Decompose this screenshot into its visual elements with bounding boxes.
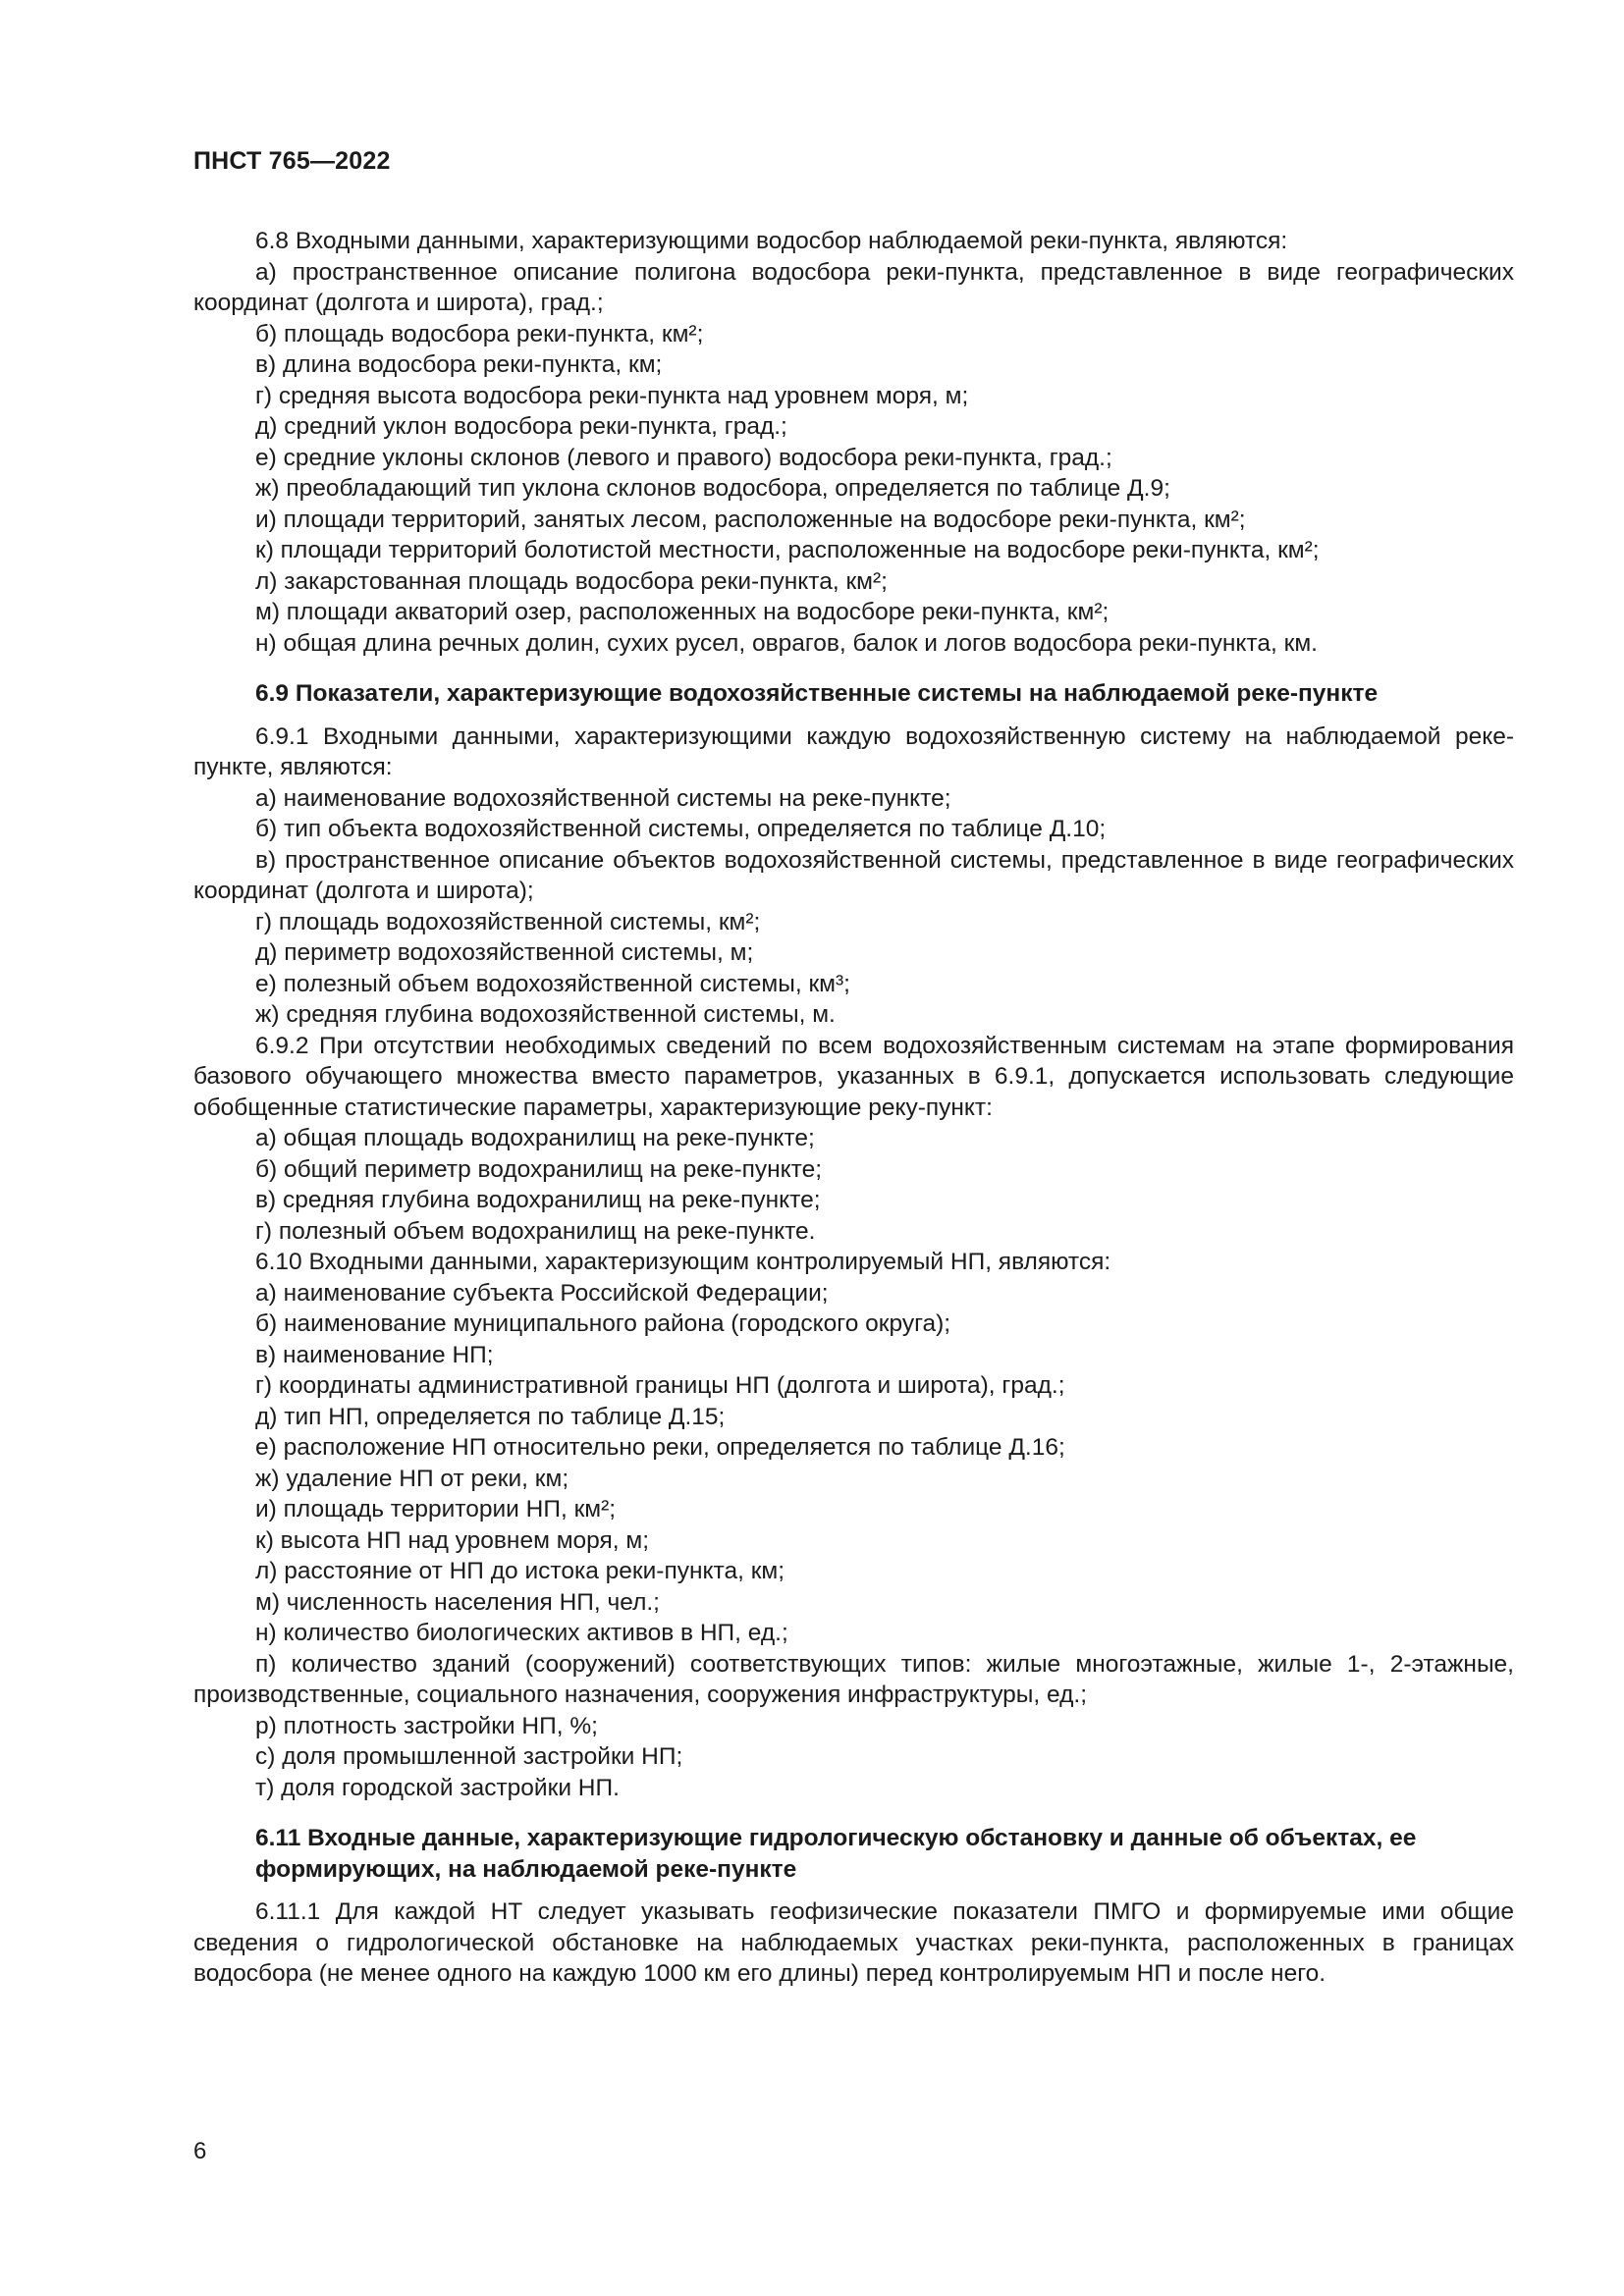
list-item: в) длина водосбора реки-пункта, км; bbox=[255, 351, 663, 378]
list-item: и) площадь территории НП, км²; bbox=[255, 1496, 617, 1522]
list-item: в) средняя глубина водохранилищ на реке-пункте; bbox=[255, 1187, 821, 1213]
list-item: г) средняя высота водосбора реки-пункта над уровнем моря, м; bbox=[255, 382, 969, 409]
list-item: н) количество биологических активов в НП, ед.; bbox=[255, 1620, 788, 1646]
list-item: л) закарстованная площадь водосбора реки-пункта, км²; bbox=[255, 567, 888, 595]
list-item: п) количество зданий (сооружений) соответствующих типов: жилые многоэтажные, жилые 1-, 2-этажные, производственные, социального назначения, сооружения инфраструктуры, ед.; bbox=[193, 1650, 1514, 1708]
list-item: б) тип объекта водохозяйственной системы, определяется по таблице Д.10; bbox=[255, 816, 1107, 842]
list-item: г) полезный объем водохранилищ на реке-пункте. bbox=[255, 1217, 816, 1245]
page-number: 6 bbox=[193, 2138, 207, 2164]
list-item: б) общий периметр водохранилищ на реке-пункте; bbox=[255, 1155, 823, 1183]
section-6-10-intro: 6.10 Входными данными, характеризующим контролируемый НП, являются: bbox=[255, 1249, 1111, 1275]
list-item: а) общая площадь водохранилищ на реке-пункте; bbox=[255, 1125, 815, 1151]
list-item: м) численность населения НП, чел.; bbox=[255, 1588, 660, 1616]
list-item: с) доля промышленной застройки НП; bbox=[255, 1743, 683, 1770]
list-item: н) общая длина речных долин, сухих русел, оврагов, балок и логов водосбора реки-пункта, км. bbox=[255, 629, 1318, 657]
document-header: ПНСТ 765—2022 bbox=[193, 147, 391, 175]
list-item: д) периметр водохозяйственной системы, м; bbox=[255, 939, 754, 966]
list-item: ж) средняя глубина водохозяйственной системы, м. bbox=[255, 1001, 836, 1028]
list-item: л) расстояние от НП до истока реки-пункта, км; bbox=[255, 1558, 785, 1584]
document-body bbox=[193, 226, 1514, 1990]
list-item: д) тип НП, определяется по таблице Д.15; bbox=[255, 1403, 726, 1430]
list-item: е) расположение НП относительно реки, определяется по таблице Д.16; bbox=[255, 1434, 1065, 1461]
section-6-11-heading: 6.11 Входные данные, характеризующие гидрологическую обстановку и данные об объектах, ее формирующих, на наблюдаемой реке-пункте bbox=[255, 1825, 1417, 1883]
list-item: в) наименование НП; bbox=[255, 1341, 494, 1368]
list-item: м) площади акваторий озер, расположенных на водосборе реки-пункта, км²; bbox=[255, 599, 1110, 625]
list-item: р) плотность застройки НП, %; bbox=[255, 1712, 598, 1739]
list-item: г) координаты административной границы НП (долгота и широта), град.; bbox=[255, 1372, 1065, 1399]
list-item: е) средние уклоны склонов (левого и правого) водосбора реки-пункта, град.; bbox=[255, 444, 1112, 471]
list-item: т) доля городской застройки НП. bbox=[255, 1774, 620, 1801]
list-item: а) наименование субъекта Российской Федерации; bbox=[255, 1279, 829, 1307]
section-6-9-2-paragraph: 6.9.2 При отсутствии необходимых сведений по всем водохозяйственным системам на этапе формирования базового обучающего множества вместо параметров, указанных в 6.9.1, допускается использовать следующие обобщенные статистические параметры, характеризующие реку-пункт: bbox=[193, 1032, 1514, 1121]
list-item: б) наименование муниципального района (городского округа); bbox=[255, 1310, 951, 1337]
list-item: а) наименование водохозяйственной системы на реке-пункте; bbox=[255, 784, 951, 812]
section-6-9-heading: 6.9 Показатели, характеризующие водохозяйственные системы на наблюдаемой реке-пункте bbox=[255, 680, 1379, 707]
list-item: в) пространственное описание объектов водохозяйственной системы, представленное в виде географических координат (долгота и широта); bbox=[193, 846, 1514, 904]
list-item: и) площади территорий, занятых лесом, расположенные на водосборе реки-пункта, км²; bbox=[255, 506, 1246, 533]
list-item: ж) преобладающий тип уклона склонов водосбора, определяется по таблице Д.9; bbox=[255, 475, 1170, 502]
list-item: е) полезный объем водохозяйственной системы, км³; bbox=[255, 970, 850, 997]
section-6-11-1-paragraph: 6.11.1 Для каждой НТ следует указывать геофизические показатели ПМГО и формируемые ими общие сведения о гидрологической обстановке на наблюдаемых участках реки-пункта, расположенных в границах водосбора (не менее одного на каждую 1000 км его длины) перед контролируемым НП и после него. bbox=[193, 1898, 1514, 1987]
list-item: ж) удаление НП от реки, км; bbox=[255, 1465, 569, 1492]
section-6-8-intro: 6.8 Входными данными, характеризующими водосбор наблюдаемой реки-пункта, являются: bbox=[255, 228, 1288, 254]
list-item: д) средний уклон водосбора реки-пункта, град.; bbox=[255, 413, 787, 440]
list-item: б) площадь водосбора реки-пункта, км²; bbox=[255, 320, 704, 347]
list-item: г) площадь водохозяйственной системы, км²; bbox=[255, 908, 761, 935]
list-item: к) высота НП над уровнем моря, м; bbox=[255, 1526, 650, 1554]
list-item: а) пространственное описание полигона водосбора реки-пункта, представленное в виде географических координат (долгота и широта), град.; bbox=[193, 258, 1514, 316]
section-6-9-1-intro: 6.9.1 Входными данными, характеризующими каждую водохозяйственную систему на наблюдаемой реке-пункте, являются: bbox=[193, 722, 1514, 780]
list-item: к) площади территорий болотистой местности, расположенные на водосборе реки-пункта, км²; bbox=[255, 537, 1320, 563]
